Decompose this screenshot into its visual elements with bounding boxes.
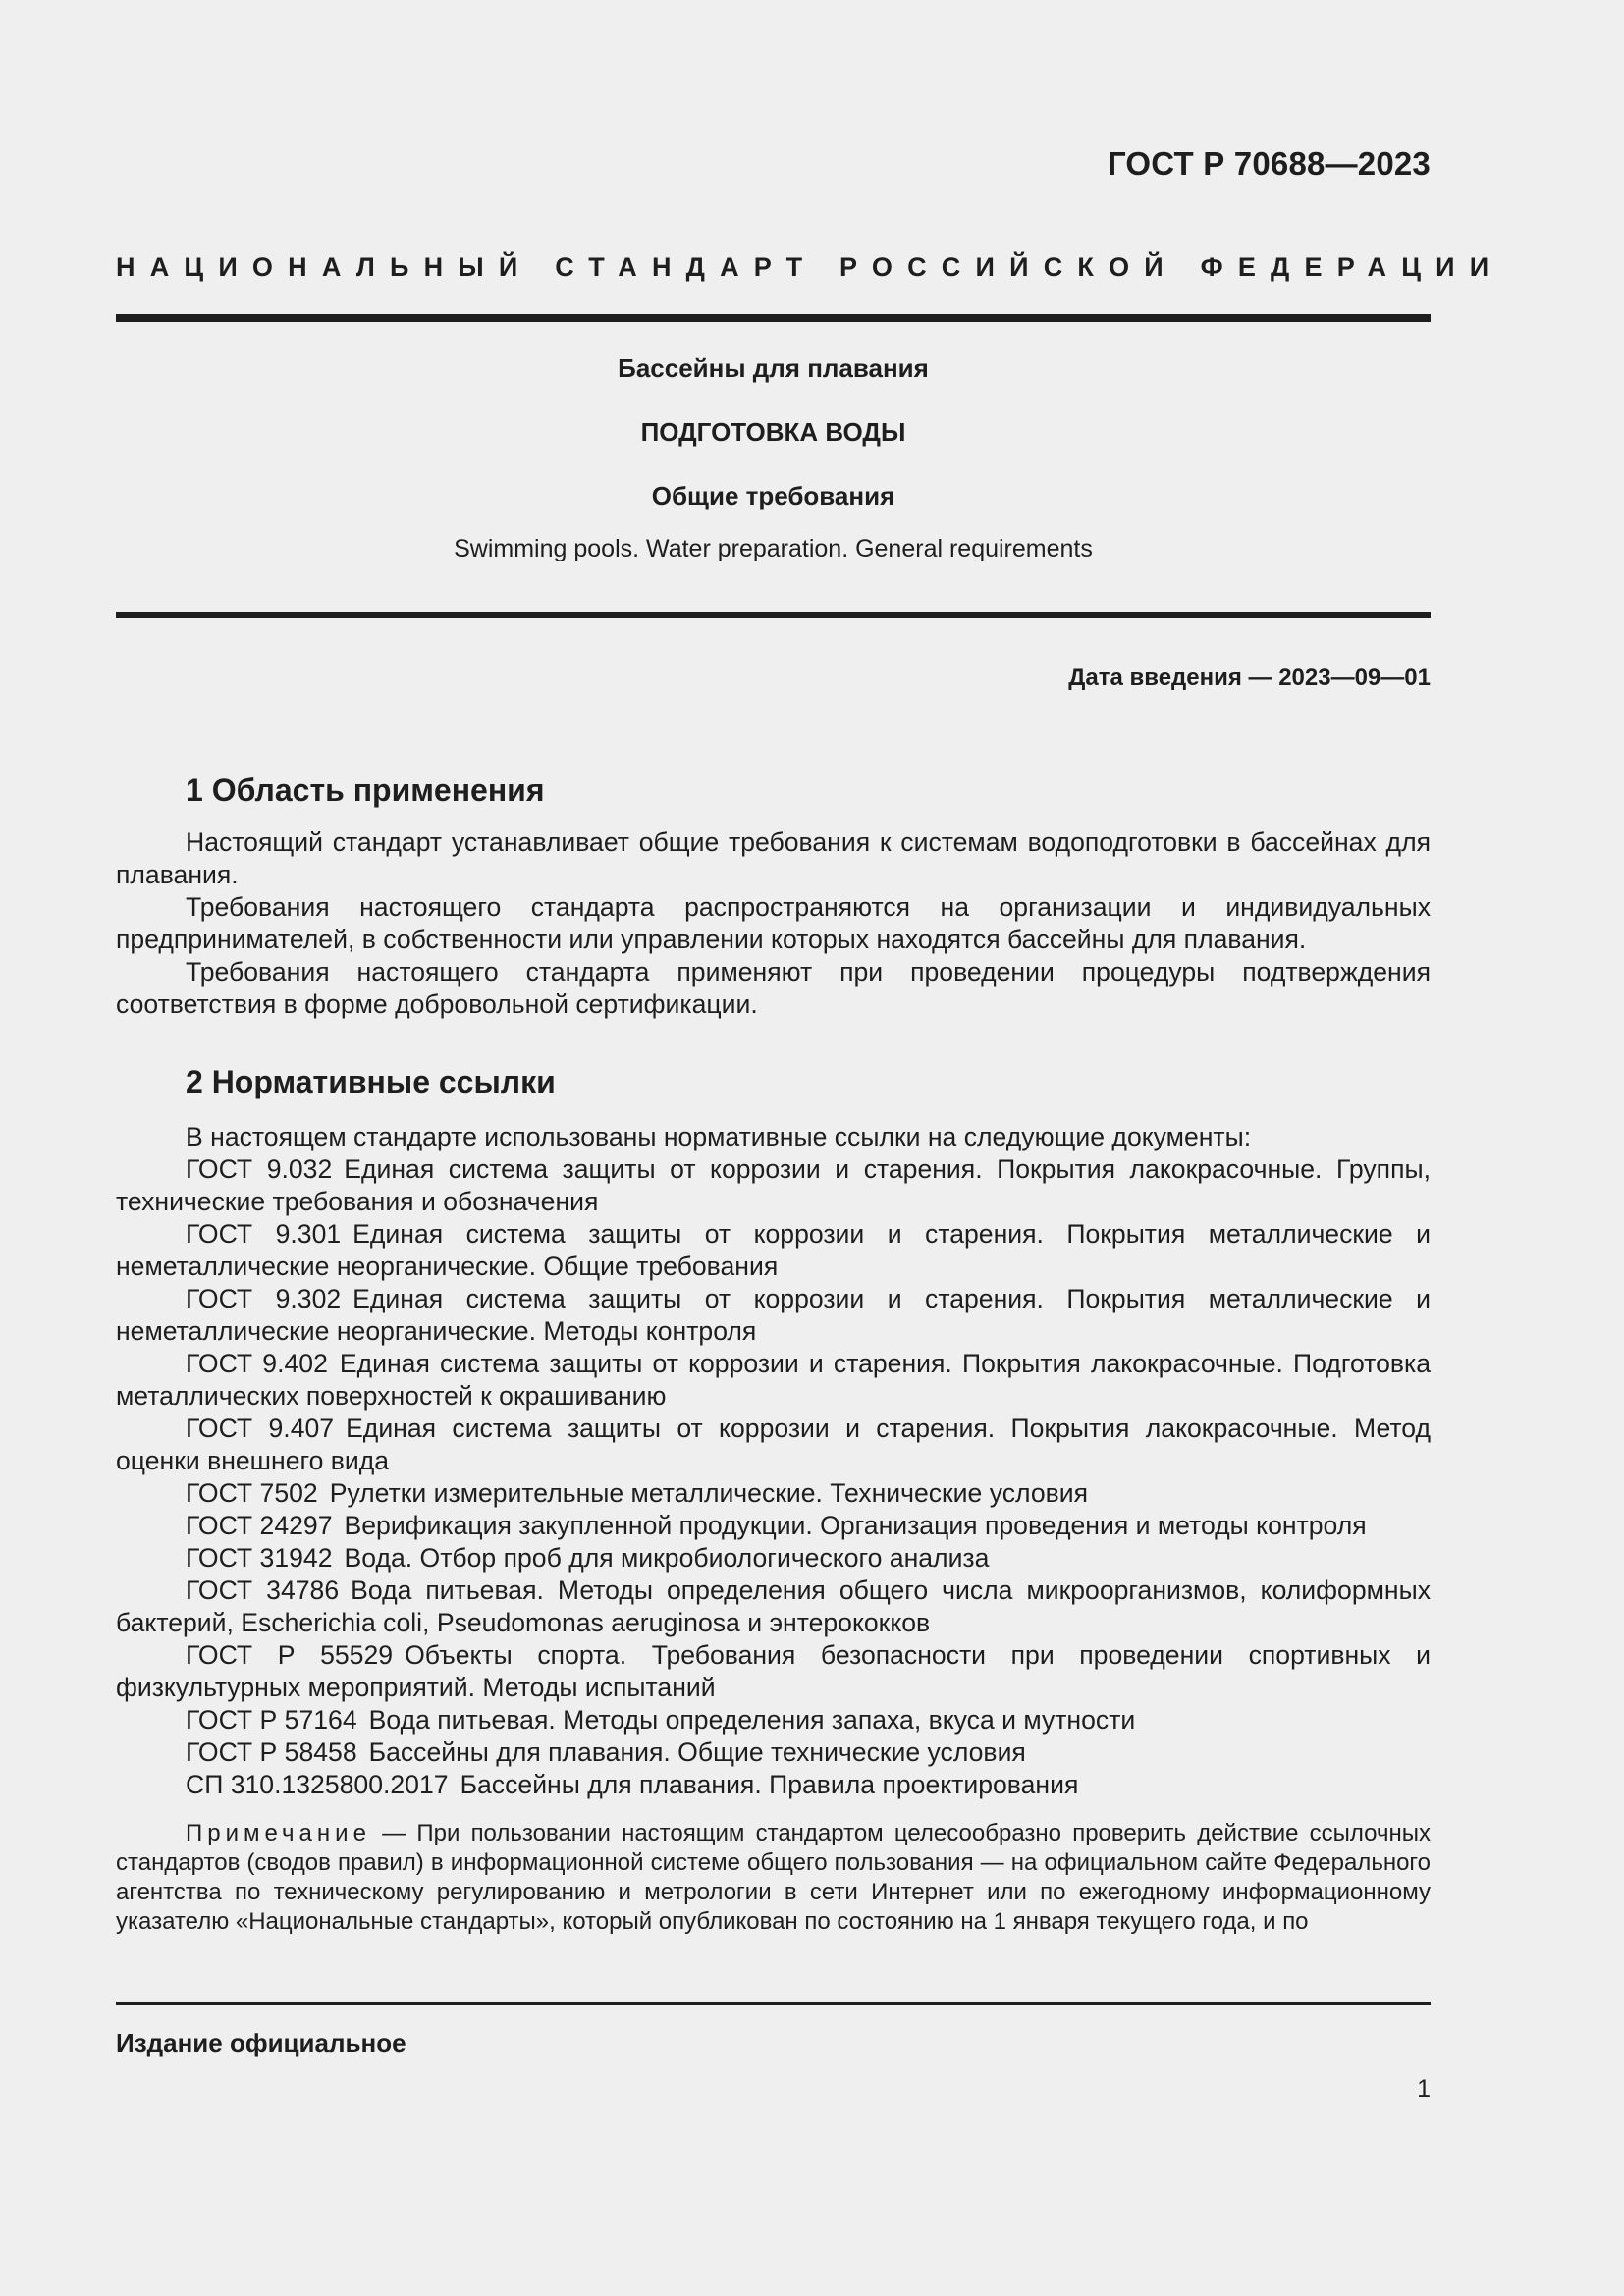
section-1-paragraph: Требования настоящего стандарта применяют при проведении процедуры подтверждения соответствия в форме добровольной сертификации. [116, 957, 1431, 1019]
reference-title: Верификация закупленной продукции. Организация проведения и методы контроля [344, 1511, 1367, 1540]
section-1-paragraph: Настоящий стандарт устанавливает общие требования к системам водоподготовки в бассейнах для плавания. [116, 828, 1431, 889]
reference-title: Объекты спорта. Требования безопасности при проведении спортивных и физкультурных мероприятий. Методы испытаний [116, 1640, 1432, 1702]
reference-item [116, 1769, 1431, 1801]
reference-code: ГОСТ Р 55529 [186, 1640, 394, 1670]
section-2-intro: В настоящем стандарте использованы нормативные ссылки на следующие документы: [186, 1122, 1252, 1151]
section-1-paragraph: Требования настоящего стандарта распространяются на организации и индивидуальных предпринимателей, в собственности или управлении которых находятся бассейны для плавания. [116, 892, 1431, 954]
reference-code: ГОСТ 31942 [186, 1543, 333, 1573]
reference-code: ГОСТ 7502 [186, 1478, 318, 1508]
national-standard-banner: НАЦИОНАЛЬНЫЙ СТАНДАРТ РОССИЙСКОЙ ФЕДЕРАЦИИ [116, 252, 1504, 282]
reference-item [116, 1348, 1431, 1413]
reference-title: Единая система защиты от коррозии и старения. Покрытия лакокрасочные. Метод оценки внешнего вида [116, 1414, 1431, 1475]
title-line-3: Общие требования [651, 481, 895, 510]
reference-title: Вода питьевая. Методы определения запаха, вкуса и мутности [368, 1705, 1136, 1735]
reference-item [116, 1575, 1431, 1639]
introduction-date: Дата введения — 2023—09—01 [1068, 665, 1431, 691]
official-edition-label: Издание официальное [116, 2028, 406, 2057]
reference-item [116, 1736, 1431, 1769]
reference-item [116, 1639, 1431, 1704]
reference-code: ГОСТ 24297 [186, 1511, 333, 1540]
reference-title: Единая система защиты от коррозии и старения. Покрытия металлические и неметаллические неорганические. Общие требования [116, 1219, 1431, 1281]
reference-item [116, 1704, 1431, 1736]
reference-code: ГОСТ Р 57164 [186, 1705, 357, 1735]
reference-code: ГОСТ 9.302 [186, 1284, 342, 1313]
reference-code: ГОСТ Р 58458 [186, 1737, 357, 1767]
note-text: — При пользовании настоящим стандартом целесообразно проверить действие ссылочных стандартов (сводов правил) в информационной системе общего пользования — на официальном сайте Федерального агентства по техническому регулированию и метрологии в сети Интернет или по ежегодному информационному указателю «Национальные стандарты», который опубликован по состоянию на 1 января текущего года, и по [116, 1820, 1432, 1935]
note-paragraph [116, 1819, 1431, 1937]
title-line-2: ПОДГОТОВКА ВОДЫ [640, 417, 906, 447]
reference-item [116, 1283, 1431, 1348]
reference-code: СП 310.1325800.2017 [186, 1770, 449, 1799]
bottom-rule [116, 2002, 1431, 2005]
english-title: Swimming pools. Water preparation. General requirements [454, 535, 1093, 562]
reference-item [116, 1542, 1431, 1575]
reference-title: Единая система защиты от коррозии и старения. Покрытия металлические и неметаллические неорганические. Методы контроля [116, 1284, 1431, 1346]
document-page [116, 0, 1504, 2296]
page-number: 1 [1417, 2075, 1431, 2103]
reference-code: ГОСТ 9.032 [186, 1154, 333, 1184]
reference-title: Единая система защиты от коррозии и старения. Покрытия лакокрасочные. Группы, технические требования и обозначения [116, 1154, 1431, 1216]
reference-code: ГОСТ 9.407 [186, 1414, 335, 1443]
title-line-1: Бассейны для плавания [618, 353, 929, 383]
reference-item [116, 1413, 1431, 1477]
reference-title: Бассейны для плавания. Правила проектирования [460, 1770, 1079, 1799]
document-code: ГОСТ Р 70688—2023 [1107, 145, 1431, 182]
reference-title: Единая система защиты от коррозии и старения. Покрытия лакокрасочные. Подготовка металлических поверхностей к окрашиванию [116, 1349, 1431, 1411]
reference-code: ГОСТ 9.301 [186, 1219, 342, 1249]
reference-title: Бассейны для плавания. Общие технические условия [368, 1737, 1026, 1767]
reference-title: Рулетки измерительные металлические. Технические условия [329, 1478, 1089, 1508]
document-body [116, 771, 1431, 1937]
reference-title: Вода питьевая. Методы определения общего числа микроорганизмов, колиформных бактерий, Escherichia coli, Pseudomonas aeruginosa и энтерококков [116, 1575, 1432, 1637]
reference-code: ГОСТ 34786 [186, 1575, 340, 1605]
note-label: Примечание [186, 1820, 371, 1846]
reference-item [116, 1510, 1431, 1542]
middle-rule [116, 612, 1431, 618]
reference-item [116, 1218, 1431, 1283]
reference-item [116, 1153, 1431, 1218]
reference-item [116, 1477, 1431, 1510]
section-2-heading: 2 Нормативные ссылки [186, 1064, 556, 1099]
section-1-heading: 1 Область применения [186, 773, 545, 808]
reference-title: Вода. Отбор проб для микробиологического анализа [344, 1543, 990, 1573]
reference-code: ГОСТ 9.402 [186, 1349, 328, 1378]
top-rule [116, 314, 1431, 322]
